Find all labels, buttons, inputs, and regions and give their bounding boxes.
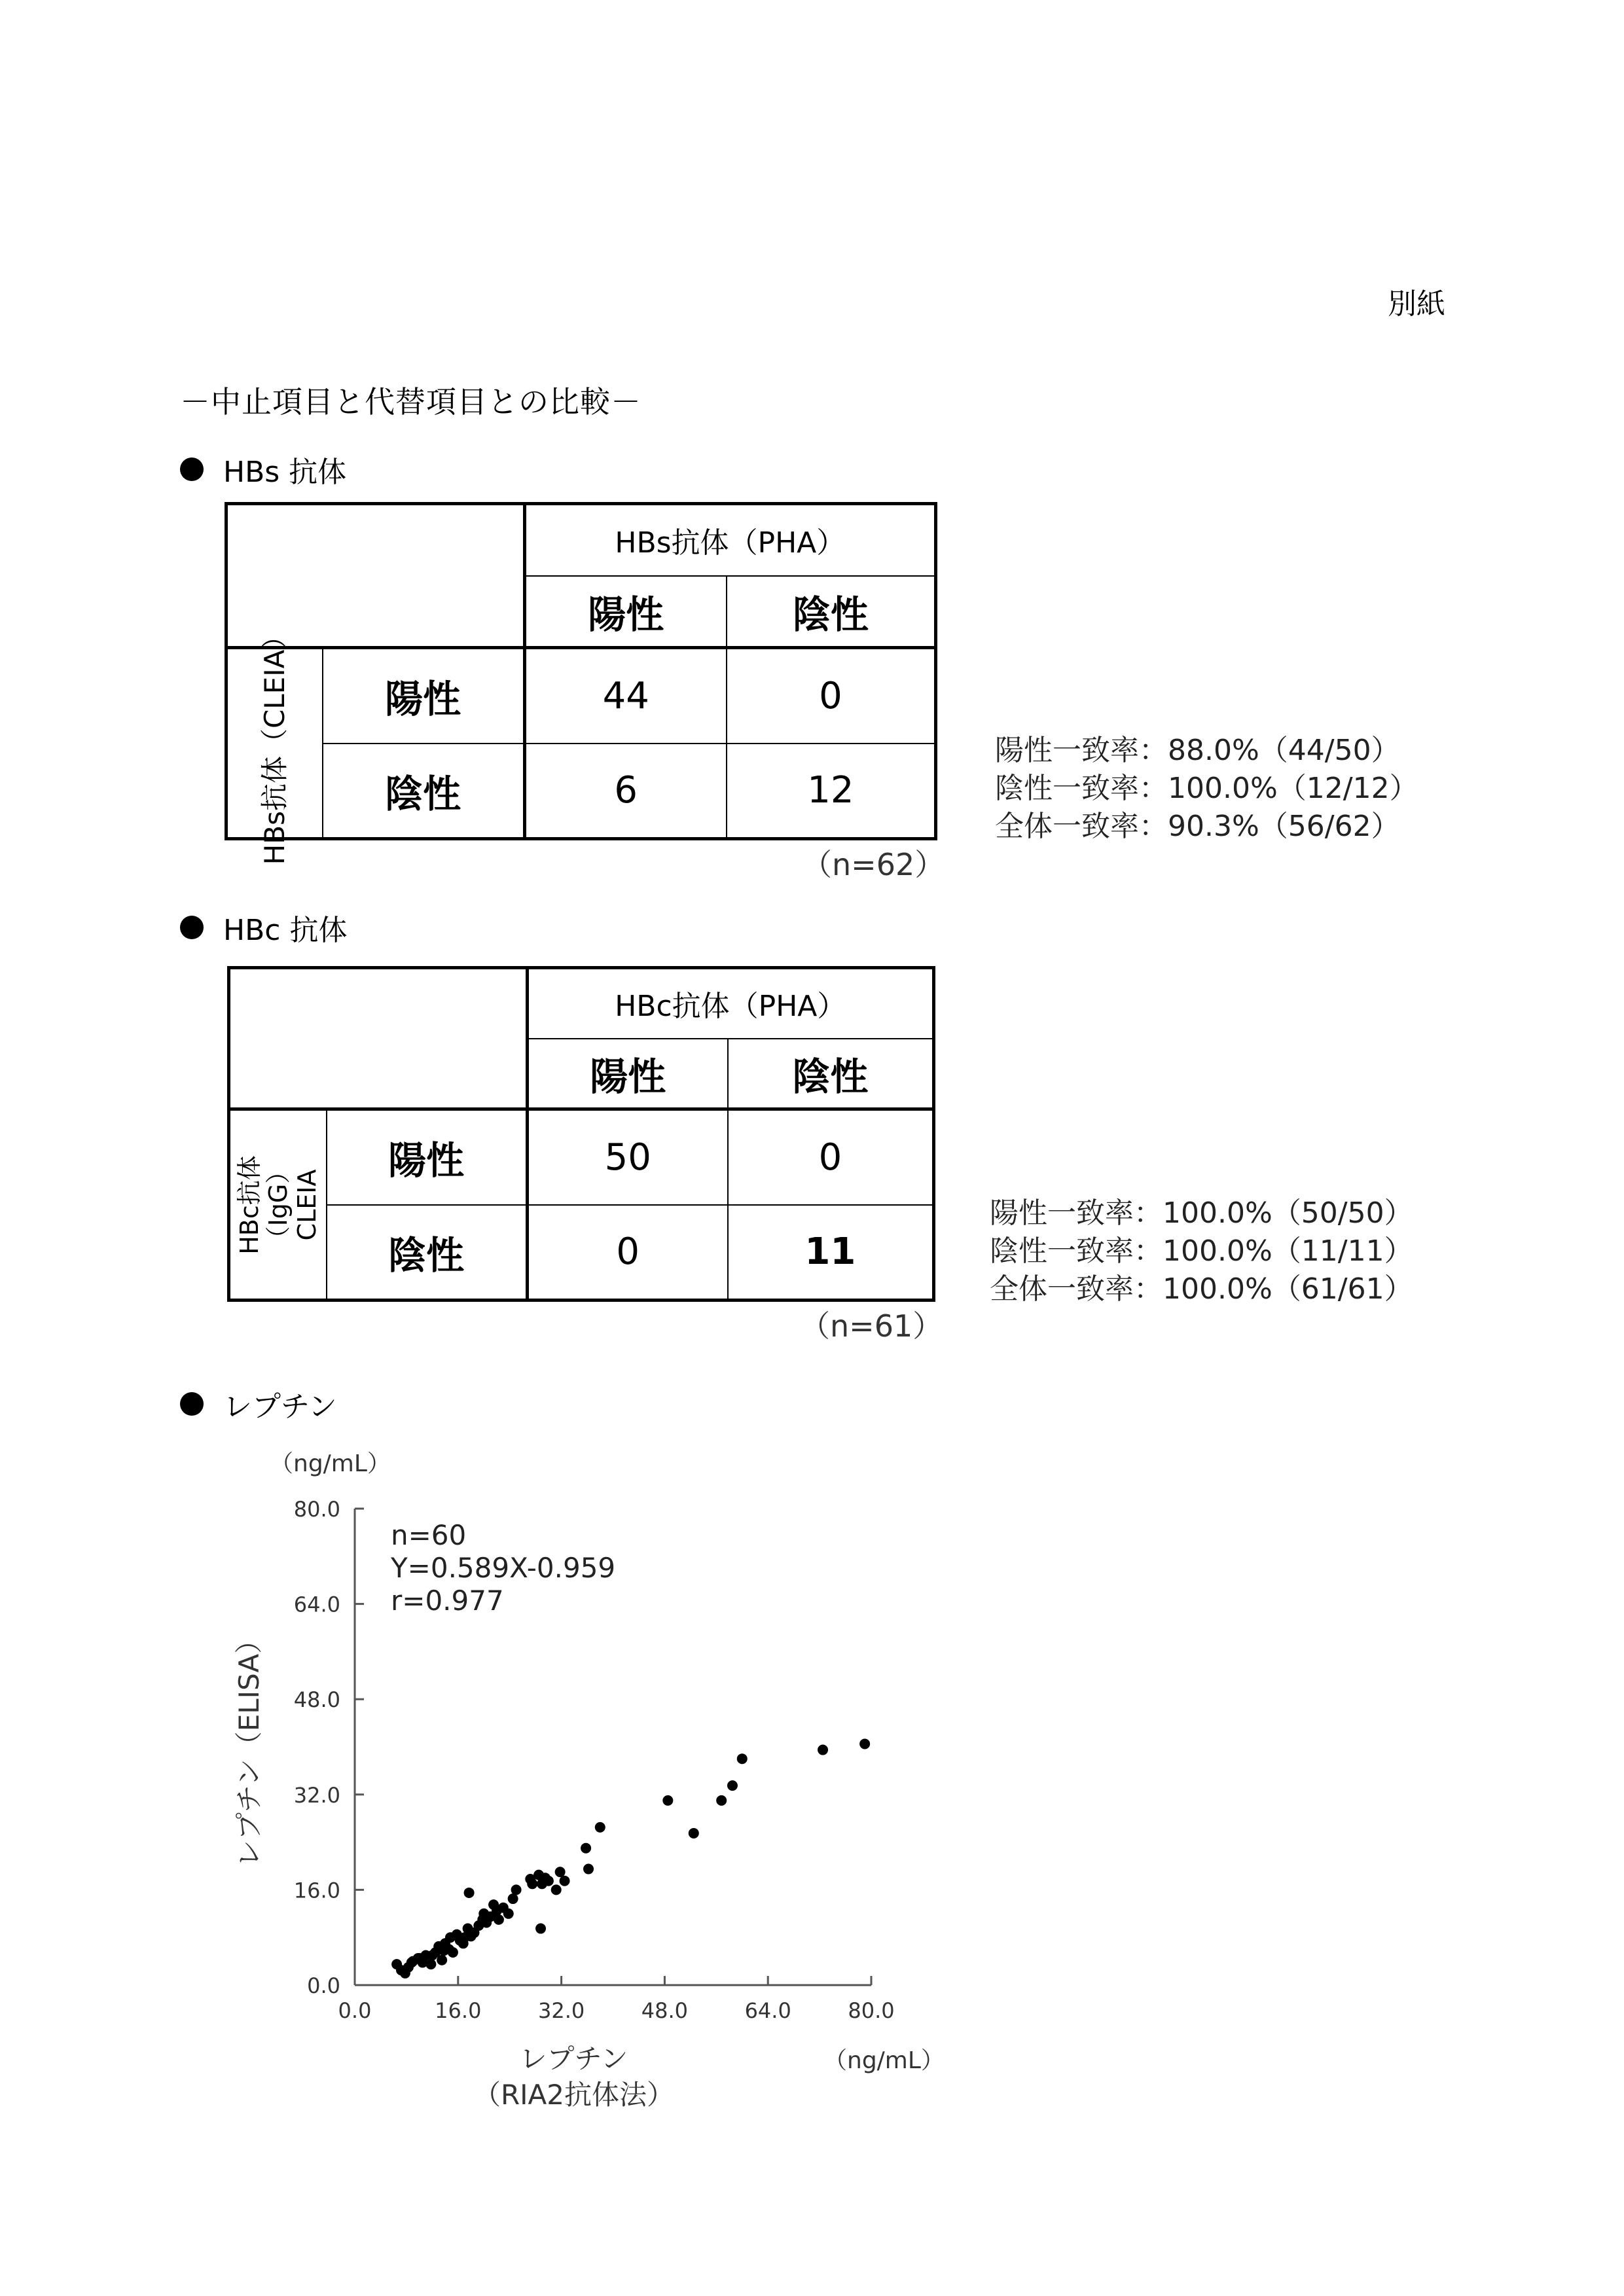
x-tick-label: 0.0 xyxy=(338,1998,372,2023)
data-point xyxy=(437,1955,447,1965)
data-point xyxy=(689,1828,699,1839)
data-point xyxy=(406,1957,417,1967)
y-tick-label: 32.0 xyxy=(293,1782,340,1808)
data-point xyxy=(477,1914,488,1925)
hbc-col-group-header: HBc抗体（PHA） xyxy=(527,968,933,1039)
data-point xyxy=(492,1905,502,1916)
hbc-row-group-line-3: CLEIA xyxy=(292,1169,321,1240)
y-axis-label: レプチン（ELISA） xyxy=(233,1626,265,1868)
hbs-cell-pos-pos: 44 xyxy=(524,648,727,744)
hbc-row-positive-header: 陽性 xyxy=(327,1109,528,1205)
hbs-rate-negative: 陰性一致率：100.0%（12/12） xyxy=(995,772,1418,805)
hbc-rate-negative: 陰性一致率：100.0%（11/11） xyxy=(990,1234,1413,1268)
x-tick-label: 32.0 xyxy=(537,1998,585,2023)
y-tick-label: 0.0 xyxy=(307,1973,340,1998)
hbs-row-positive-header: 陽性 xyxy=(323,648,525,744)
hbs-cell-neg-neg: 12 xyxy=(727,744,936,839)
hbc-col-positive-header: 陽性 xyxy=(527,1039,728,1109)
chart-annotation: r=0.977 xyxy=(391,1585,504,1617)
data-point xyxy=(439,1945,449,1956)
data-point xyxy=(595,1822,605,1833)
hbs-col-positive-header: 陽性 xyxy=(524,576,727,648)
y-tick-label: 16.0 xyxy=(293,1878,340,1903)
data-point xyxy=(458,1938,469,1948)
x-tick-label: 64.0 xyxy=(744,1998,791,2023)
data-point xyxy=(543,1876,554,1886)
data-point xyxy=(508,1893,518,1904)
hbc-row-group-line-1: HBc抗体 xyxy=(234,1155,264,1255)
hbc-section-title: HBc 抗体 xyxy=(223,914,348,947)
chart-annotation: Y=0.589X-0.959 xyxy=(391,1552,616,1584)
x-tick-label: 16.0 xyxy=(435,1998,482,2023)
data-point xyxy=(425,1959,436,1969)
data-point xyxy=(445,1932,456,1943)
hbs-row-group-label: HBs抗体（CLEIA） xyxy=(258,622,291,865)
y-tick-label: 64.0 xyxy=(293,1592,340,1617)
hbc-cell-pos-neg: 0 xyxy=(728,1109,934,1205)
data-point xyxy=(555,1867,566,1877)
data-point xyxy=(560,1876,570,1886)
data-point xyxy=(494,1914,504,1925)
hbc-cell-neg-pos: 0 xyxy=(527,1205,728,1300)
y-tick-label: 80.0 xyxy=(293,1497,340,1522)
hbc-rate-overall: 全体一致率：100.0%（61/61） xyxy=(990,1272,1413,1306)
x-tick-label: 48.0 xyxy=(641,1998,689,2023)
x-axis-label-line-2: （RIA2抗体法） xyxy=(473,2079,675,2111)
leptin-section-title: レプチン xyxy=(223,1390,337,1424)
data-point xyxy=(535,1924,546,1934)
document-title: －中止項目と代替項目との比較－ xyxy=(180,384,641,420)
hbc-row-group-line-2: （IgG） xyxy=(263,1158,293,1251)
data-point xyxy=(662,1795,673,1806)
data-point xyxy=(448,1947,458,1958)
y-tick-label: 48.0 xyxy=(293,1687,340,1713)
data-point xyxy=(716,1795,727,1806)
x-tick-label: 80.0 xyxy=(848,1998,895,2023)
hbs-col-group-header: HBs抗体（PHA） xyxy=(524,504,935,576)
data-point xyxy=(818,1745,828,1755)
data-point xyxy=(551,1884,562,1895)
hbc-col-negative-header: 陰性 xyxy=(728,1039,934,1109)
data-point xyxy=(859,1738,870,1749)
y-axis-unit: （ng/mL） xyxy=(270,1450,391,1477)
hbc-cell-pos-pos: 50 xyxy=(527,1109,728,1205)
hbc-rate-positive: 陽性一致率：100.0%（50/50） xyxy=(990,1196,1413,1230)
data-point xyxy=(503,1909,514,1919)
data-point xyxy=(525,1874,535,1884)
hbc-sample-size: （n=61） xyxy=(800,1308,943,1344)
annex-label: 別紙 xyxy=(1388,287,1445,321)
x-axis-unit: （ng/mL） xyxy=(823,2047,945,2074)
hbc-cell-neg-neg: 11 xyxy=(728,1205,934,1300)
data-point xyxy=(581,1843,591,1854)
hbc-row-negative-header: 陰性 xyxy=(327,1205,528,1300)
data-point xyxy=(727,1780,738,1791)
chart-annotation: n=60 xyxy=(391,1519,467,1551)
data-point xyxy=(737,1753,748,1764)
data-point xyxy=(464,1888,475,1898)
hbs-sample-size: （n=62） xyxy=(802,847,945,882)
x-axis-label-line-1: レプチン xyxy=(519,2043,628,2075)
data-point xyxy=(427,1950,437,1961)
data-point xyxy=(583,1864,594,1874)
hbs-cell-pos-neg: 0 xyxy=(727,648,936,744)
hbs-rate-positive: 陽性一致率：88.0%（44/50） xyxy=(995,734,1400,767)
hbs-section-title: HBs 抗体 xyxy=(223,456,347,489)
hbs-row-negative-header: 陰性 xyxy=(323,744,525,839)
hbs-rate-overall: 全体一致率：90.3%（56/62） xyxy=(995,810,1400,843)
hbs-col-negative-header: 陰性 xyxy=(727,576,936,648)
hbs-cell-neg-pos: 6 xyxy=(524,744,727,839)
data-point xyxy=(511,1884,522,1895)
